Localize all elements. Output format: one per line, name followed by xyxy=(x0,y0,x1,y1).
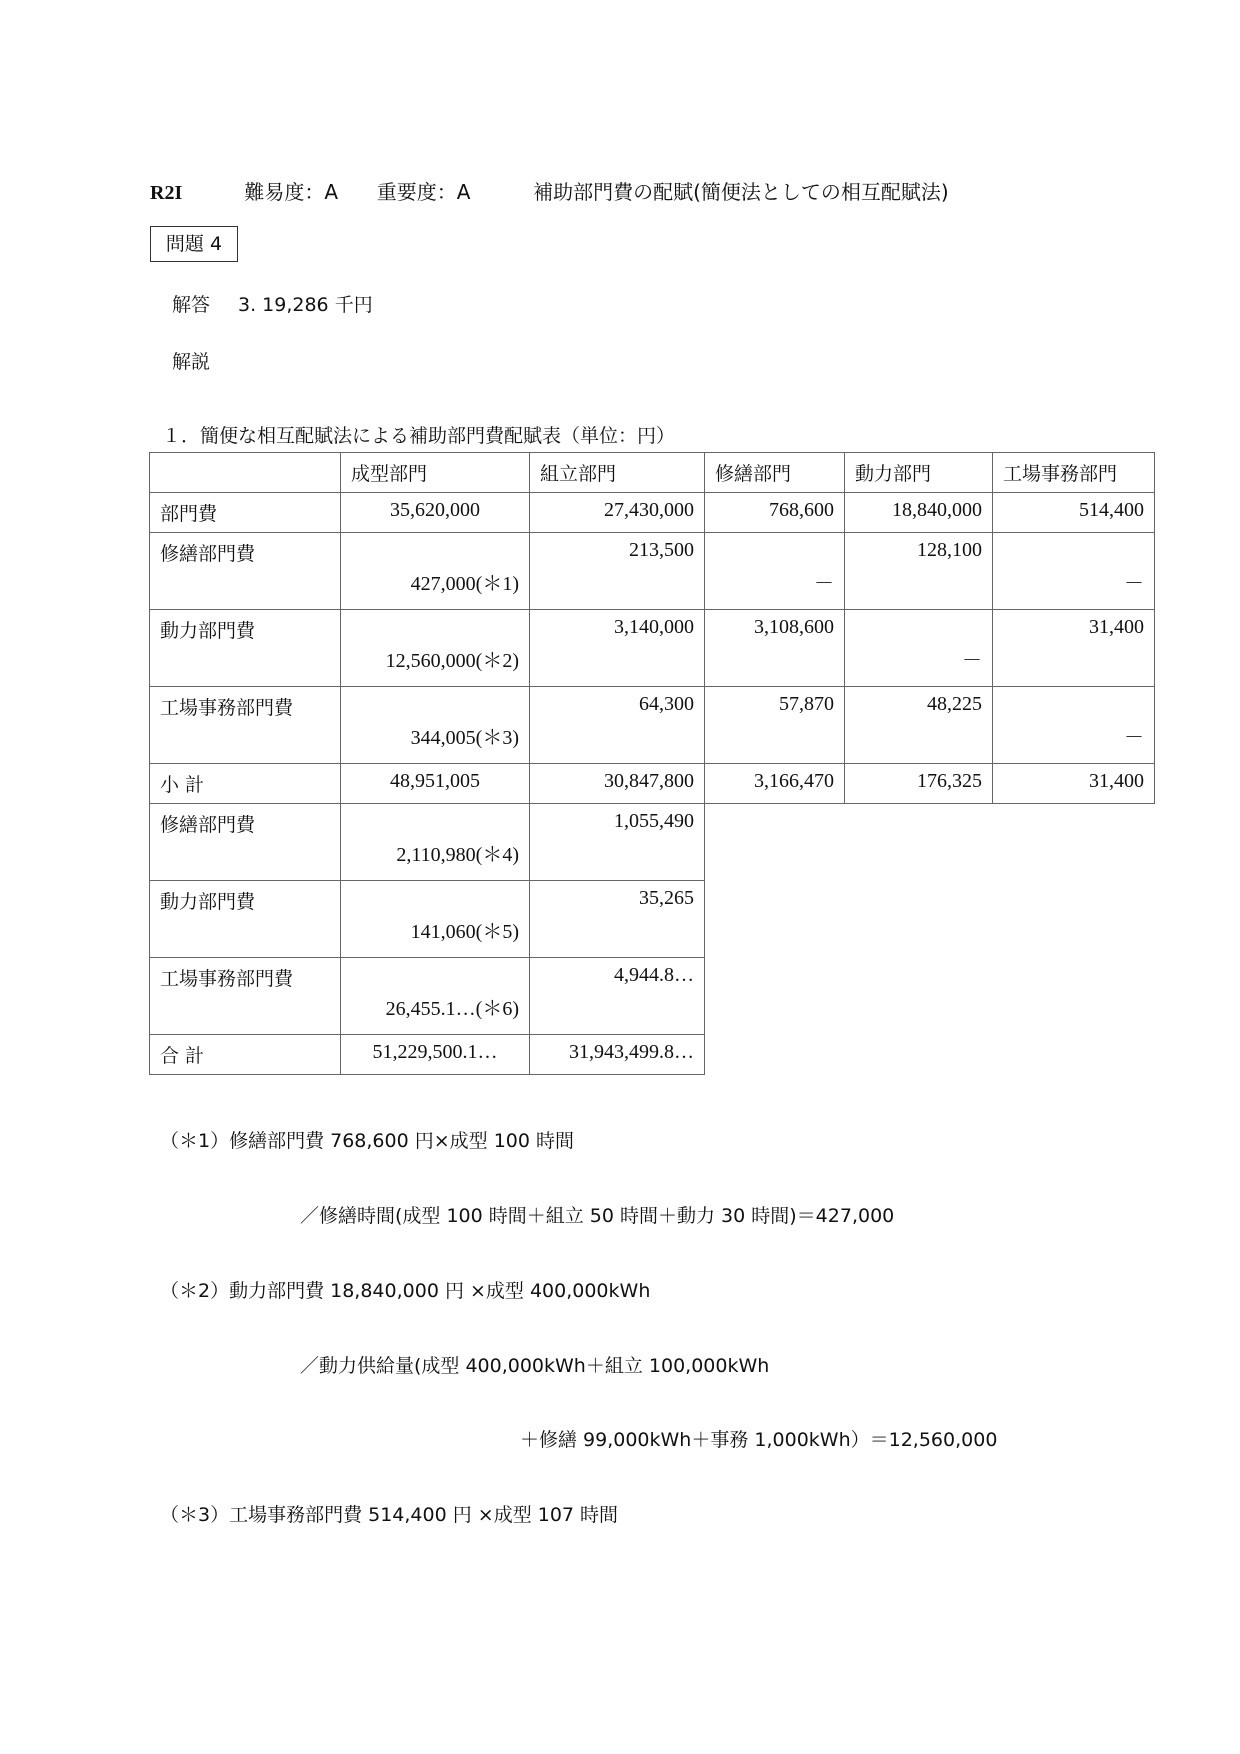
row-label: 修繕部門費 xyxy=(150,533,341,610)
row-label: 修繕部門費 xyxy=(150,804,341,881)
topic: 補助部門費の配賦(簡便法としての相互配賦法) xyxy=(533,180,949,204)
table-cell: － xyxy=(962,650,982,672)
table-cell: 3,166,470 xyxy=(705,764,845,804)
allocation-table xyxy=(149,452,1155,1075)
table-cell: 30,847,800 xyxy=(530,764,705,804)
table-cell: 31,943,499.8… xyxy=(530,1035,705,1075)
table-cell: 213,500 xyxy=(629,539,694,561)
header-cell: 工場事務部門 xyxy=(993,453,1155,493)
row-label: 工場事務部門費 xyxy=(150,687,341,764)
table-cell: － xyxy=(814,573,834,595)
header-cell xyxy=(150,453,341,493)
table-cell: － xyxy=(1124,727,1144,749)
row-label: 動力部門費 xyxy=(150,881,341,958)
table-row xyxy=(150,610,1155,687)
table-cell: 26,455.1…(＊6) xyxy=(385,998,519,1020)
table-cell: 35,620,000 xyxy=(341,493,530,533)
table-cell: 48,951,005 xyxy=(341,764,530,804)
table-cell: 1,055,490 xyxy=(614,810,694,832)
problem-code: R2I xyxy=(150,182,183,204)
row-label: 動力部門費 xyxy=(150,610,341,687)
table-cell: 3,140,000 xyxy=(614,616,694,638)
table-cell: 31,400 xyxy=(993,764,1155,804)
table-cell: 427,000(＊1) xyxy=(410,573,519,595)
table-row xyxy=(150,958,1155,1035)
row-label: 合 計 xyxy=(150,1035,341,1075)
difficulty: 難易度：A xyxy=(244,180,339,204)
row-label: 部門費 xyxy=(150,493,341,533)
note-line: ＋修繕 99,000kWh＋事務 1,000kWh）＝12,560,000 xyxy=(520,1429,998,1451)
note-line: ／動力供給量(成型 400,000kWh＋組立 100,000kWh xyxy=(300,1355,770,1377)
table-cell: 514,400 xyxy=(993,493,1155,533)
table-cell: 141,060(＊5) xyxy=(410,921,519,943)
table-cell: 4,944.8… xyxy=(614,964,694,986)
table-cell: 128,100 xyxy=(917,539,982,561)
table-row xyxy=(150,1035,1155,1075)
table-row xyxy=(150,764,1155,804)
row-label: 小 計 xyxy=(150,764,341,804)
table-cell: 3,108,600 xyxy=(754,616,834,638)
note-line: （＊3）工場事務部門費 514,400 円 ×成型 107 時間 xyxy=(160,1504,619,1526)
table-row xyxy=(150,687,1155,764)
explanation-label: 解説 xyxy=(172,351,211,373)
table-cell: 35,265 xyxy=(639,887,694,909)
note-line: （＊2）動力部門費 18,840,000 円 ×成型 400,000kWh xyxy=(160,1280,651,1302)
table-cell: 12,560,000(＊2) xyxy=(385,650,519,672)
table-row xyxy=(150,533,1155,610)
table-cell: 176,325 xyxy=(845,764,993,804)
table-cell: 18,840,000 xyxy=(845,493,993,533)
table-cell: 48,225 xyxy=(927,693,982,715)
answer-value: 3. 19,286 千円 xyxy=(238,294,373,316)
importance: 重要度：A xyxy=(376,180,471,204)
table-header-row xyxy=(150,453,1155,493)
document-header xyxy=(150,176,949,205)
table-cell: 2,110,980(＊4) xyxy=(396,844,519,866)
table-row xyxy=(150,493,1155,533)
table-cell: 64,300 xyxy=(639,693,694,715)
answer-line xyxy=(172,290,373,317)
note-line: （＊1）修繕部門費 768,600 円×成型 100 時間 xyxy=(160,1130,575,1152)
header-cell: 成型部門 xyxy=(341,453,530,493)
question-label-box: 問題 4 xyxy=(150,226,238,262)
answer-label: 解答 xyxy=(172,294,211,316)
table-cell: 51,229,500.1… xyxy=(341,1035,530,1075)
header-cell: 修繕部門 xyxy=(705,453,845,493)
table-row xyxy=(150,804,1155,881)
row-label: 工場事務部門費 xyxy=(150,958,341,1035)
header-cell: 動力部門 xyxy=(845,453,993,493)
table-cell: 31,400 xyxy=(1089,616,1144,638)
table-caption: １．簡便な相互配賦法による補助部門費配賦表（単位：円） xyxy=(162,425,676,447)
table-cell: 27,430,000 xyxy=(530,493,705,533)
header-cell: 組立部門 xyxy=(530,453,705,493)
note-line: ／修繕時間(成型 100 時間＋組立 50 時間＋動力 30 時間)＝427,000 xyxy=(300,1205,895,1227)
table-cell: 344,005(＊3) xyxy=(410,727,519,749)
table-cell: 57,870 xyxy=(779,693,834,715)
table-row xyxy=(150,881,1155,958)
table-cell: － xyxy=(1124,573,1144,595)
table-cell: 768,600 xyxy=(705,493,845,533)
